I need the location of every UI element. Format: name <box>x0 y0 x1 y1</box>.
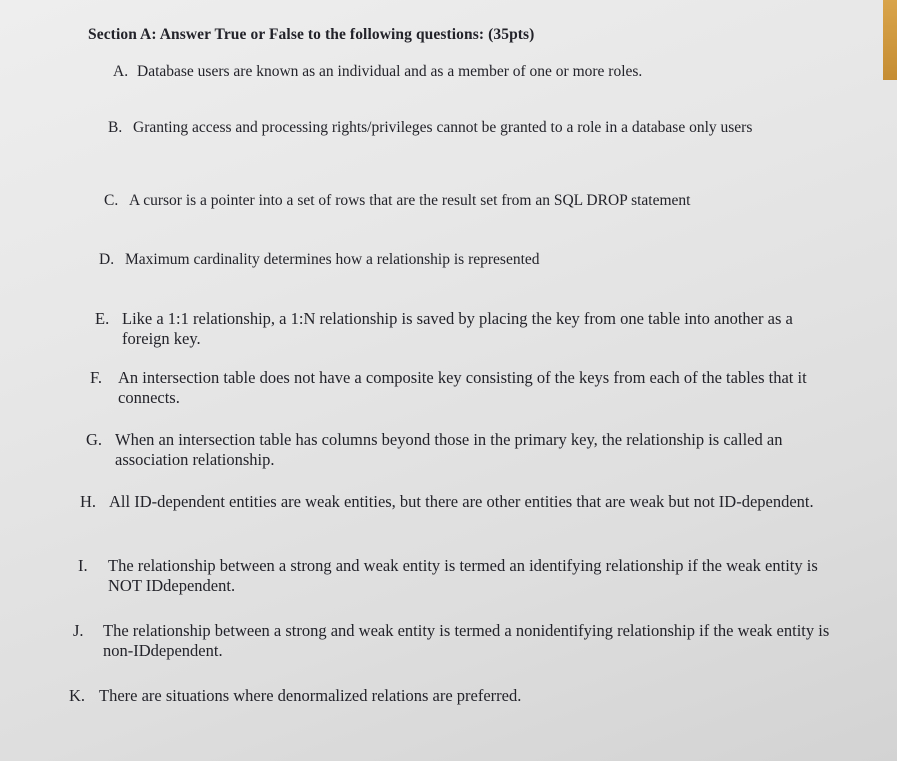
question-c <box>104 191 824 211</box>
background-edge <box>883 0 897 80</box>
question-b <box>108 118 808 138</box>
question-letter: K. <box>69 686 86 705</box>
question-text: When an intersection table has columns beyond those in the primary key, the relationship is called an association relationship. <box>115 430 783 469</box>
question-text: Granting access and processing rights/privileges cannot be granted to a role in a database only users <box>133 119 753 136</box>
question-letter: F. <box>90 368 102 387</box>
question-letter: H. <box>80 492 97 511</box>
question-text: All ID-dependent entities are weak entities, but there are other entities that are weak but not ID-dependent. <box>109 492 814 511</box>
question-letter: D. <box>99 251 115 268</box>
section-title: Section A: Answer True or False to the following questions: (35pts) <box>88 26 535 43</box>
question-text: The relationship between a strong and weak entity is termed an identifying relationship if the weak entity is NOT IDdependent. <box>108 556 818 595</box>
question-a <box>113 62 853 82</box>
question-i <box>78 556 838 596</box>
question-letter: B. <box>108 119 123 136</box>
question-text: The relationship between a strong and weak entity is termed a nonidentifying relationship if the weak entity is non-IDdependent. <box>103 621 830 660</box>
question-f <box>90 368 830 408</box>
question-letter: A. <box>113 63 129 80</box>
question-h <box>80 492 825 512</box>
question-letter: G. <box>86 430 103 449</box>
question-text: An intersection table does not have a composite key consisting of the keys from each of the tables that it connects. <box>118 368 807 407</box>
question-text: Database users are known as an individual and as a member of one or more roles. <box>137 63 643 80</box>
question-text: A cursor is a pointer into a set of rows that are the result set from an SQL DROP statement <box>129 192 691 209</box>
question-text: There are situations where denormalized relations are preferred. <box>99 686 522 705</box>
question-letter: C. <box>104 192 119 209</box>
question-e <box>95 309 825 349</box>
question-k <box>69 686 839 706</box>
question-letter: I. <box>78 556 88 575</box>
question-letter: E. <box>95 309 110 328</box>
question-g <box>86 430 826 470</box>
question-d <box>99 250 819 270</box>
question-text: Maximum cardinality determines how a relationship is represented <box>125 251 540 268</box>
question-letter: J. <box>73 621 84 640</box>
question-j <box>73 621 843 661</box>
question-text: Like a 1:1 relationship, a 1:N relationship is saved by placing the key from one table into another as a foreign key. <box>122 309 793 348</box>
